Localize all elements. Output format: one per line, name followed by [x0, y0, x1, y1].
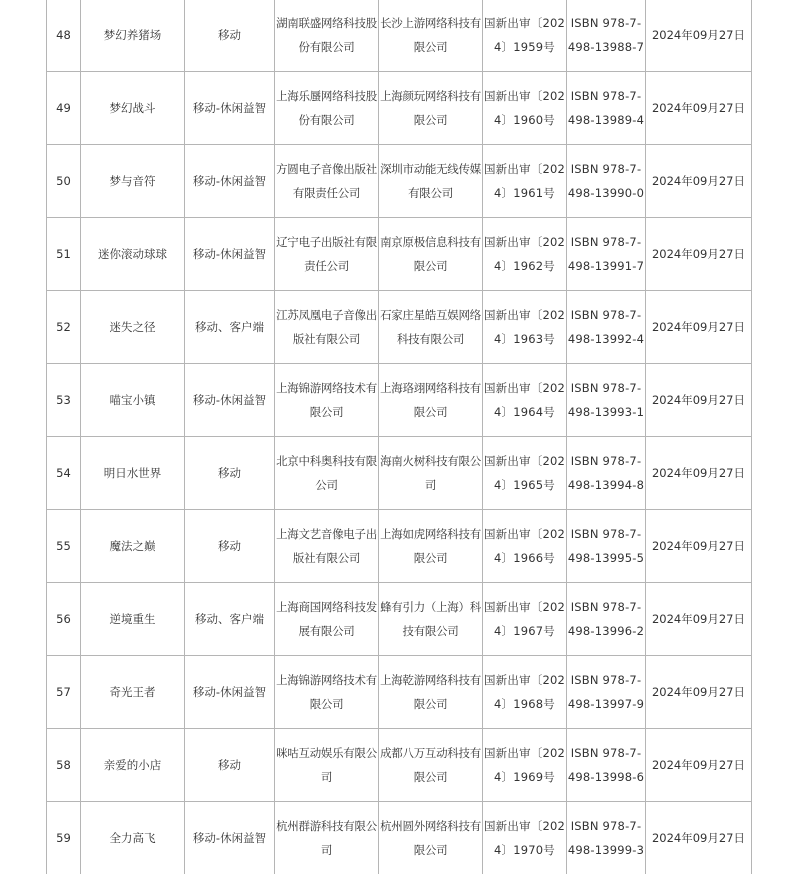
approval-date: 2024年09月27日 [646, 364, 752, 437]
game-category: 移动-休闲益智 [185, 802, 275, 874]
publisher: 杭州群游科技有限公司 [275, 802, 379, 874]
table-row [47, 583, 752, 656]
publisher: 上海锦游网络技术有限公司 [275, 656, 379, 729]
table-row [47, 218, 752, 291]
game-category: 移动-休闲益智 [185, 145, 275, 218]
table-row [47, 291, 752, 364]
table-row [47, 0, 752, 72]
table-row [47, 437, 752, 510]
row-number: 54 [47, 437, 81, 510]
publisher: 上海锦游网络技术有限公司 [275, 364, 379, 437]
approval-date: 2024年09月27日 [646, 291, 752, 364]
approval-number: 国新出审〔2024〕1964号 [483, 364, 567, 437]
game-name: 梦与音符 [81, 145, 185, 218]
isbn: ISBN 978-7-498-13991-7 [567, 218, 646, 291]
approval-number: 国新出审〔2024〕1970号 [483, 802, 567, 874]
operator: 石家庄星皓互娱网络科技有限公司 [379, 291, 483, 364]
operator: 长沙上游网络科技有限公司 [379, 0, 483, 72]
publisher: 北京中科奥科技有限公司 [275, 437, 379, 510]
approval-number: 国新出审〔2024〕1967号 [483, 583, 567, 656]
operator: 上海乾游网络科技有限公司 [379, 656, 483, 729]
approval-date: 2024年09月27日 [646, 656, 752, 729]
publisher: 上海乐蜃网络科技股份有限公司 [275, 72, 379, 145]
game-category: 移动-休闲益智 [185, 72, 275, 145]
table-row [47, 802, 752, 874]
isbn: ISBN 978-7-498-13993-1 [567, 364, 646, 437]
approval-date: 2024年09月27日 [646, 218, 752, 291]
game-name: 迷失之径 [81, 291, 185, 364]
row-number: 59 [47, 802, 81, 874]
isbn: ISBN 978-7-498-13996-2 [567, 583, 646, 656]
row-number: 52 [47, 291, 81, 364]
operator: 成都八万互动科技有限公司 [379, 729, 483, 802]
approval-number: 国新出审〔2024〕1961号 [483, 145, 567, 218]
approval-date: 2024年09月27日 [646, 0, 752, 72]
operator: 南京原极信息科技有限公司 [379, 218, 483, 291]
operator: 深圳市动能无线传媒有限公司 [379, 145, 483, 218]
publisher: 辽宁电子出版社有限责任公司 [275, 218, 379, 291]
row-number: 56 [47, 583, 81, 656]
approval-date: 2024年09月27日 [646, 145, 752, 218]
row-number: 51 [47, 218, 81, 291]
approval-date: 2024年09月27日 [646, 510, 752, 583]
isbn: ISBN 978-7-498-13992-4 [567, 291, 646, 364]
approval-number: 国新出审〔2024〕1959号 [483, 0, 567, 72]
game-category: 移动、客户端 [185, 583, 275, 656]
game-approval-table [46, 0, 752, 874]
approval-number: 国新出审〔2024〕1963号 [483, 291, 567, 364]
approval-date: 2024年09月27日 [646, 729, 752, 802]
game-category: 移动 [185, 729, 275, 802]
operator: 上海如虎网络科技有限公司 [379, 510, 483, 583]
operator: 上海珞翊网络科技有限公司 [379, 364, 483, 437]
publisher: 上海商国网络科技发展有限公司 [275, 583, 379, 656]
publisher: 湖南联盛网络科技股份有限公司 [275, 0, 379, 72]
row-number: 48 [47, 0, 81, 72]
row-number: 57 [47, 656, 81, 729]
table-row [47, 72, 752, 145]
isbn: ISBN 978-7-498-13995-5 [567, 510, 646, 583]
isbn: ISBN 978-7-498-13997-9 [567, 656, 646, 729]
approval-date: 2024年09月27日 [646, 583, 752, 656]
game-name: 魔法之巅 [81, 510, 185, 583]
game-name: 梦幻养猪场 [81, 0, 185, 72]
operator: 杭州圆外网络科技有限公司 [379, 802, 483, 874]
approval-number: 国新出审〔2024〕1962号 [483, 218, 567, 291]
game-category: 移动-休闲益智 [185, 364, 275, 437]
approval-date: 2024年09月27日 [646, 802, 752, 874]
isbn: ISBN 978-7-498-13994-8 [567, 437, 646, 510]
approval-number: 国新出审〔2024〕1966号 [483, 510, 567, 583]
game-category: 移动 [185, 0, 275, 72]
game-name: 梦幻战斗 [81, 72, 185, 145]
isbn: ISBN 978-7-498-13990-0 [567, 145, 646, 218]
approval-date: 2024年09月27日 [646, 437, 752, 510]
operator: 海南火树科技有限公司 [379, 437, 483, 510]
game-name: 全力高飞 [81, 802, 185, 874]
operator: 上海颜玩网络科技有限公司 [379, 72, 483, 145]
table-row [47, 364, 752, 437]
table-row [47, 510, 752, 583]
game-name: 迷你滚动球球 [81, 218, 185, 291]
publisher: 咪咕互动娱乐有限公司 [275, 729, 379, 802]
game-category: 移动-休闲益智 [185, 656, 275, 729]
game-name: 奇光王者 [81, 656, 185, 729]
game-category: 移动 [185, 437, 275, 510]
row-number: 50 [47, 145, 81, 218]
isbn: ISBN 978-7-498-13988-7 [567, 0, 646, 72]
game-name: 明日水世界 [81, 437, 185, 510]
game-category: 移动 [185, 510, 275, 583]
table-row [47, 145, 752, 218]
table-body [47, 0, 752, 874]
row-number: 49 [47, 72, 81, 145]
row-number: 53 [47, 364, 81, 437]
isbn: ISBN 978-7-498-13999-3 [567, 802, 646, 874]
row-number: 58 [47, 729, 81, 802]
approval-number: 国新出审〔2024〕1965号 [483, 437, 567, 510]
operator: 蜂有引力（上海）科技有限公司 [379, 583, 483, 656]
publisher: 江苏凤凰电子音像出版社有限公司 [275, 291, 379, 364]
approval-number: 国新出审〔2024〕1960号 [483, 72, 567, 145]
approval-number: 国新出审〔2024〕1968号 [483, 656, 567, 729]
table-row [47, 729, 752, 802]
publisher: 方圆电子音像出版社有限责任公司 [275, 145, 379, 218]
approval-date: 2024年09月27日 [646, 72, 752, 145]
isbn: ISBN 978-7-498-13998-6 [567, 729, 646, 802]
approval-number: 国新出审〔2024〕1969号 [483, 729, 567, 802]
game-category: 移动-休闲益智 [185, 218, 275, 291]
approval-list-table-container [46, 0, 752, 874]
isbn: ISBN 978-7-498-13989-4 [567, 72, 646, 145]
row-number: 55 [47, 510, 81, 583]
table-row [47, 656, 752, 729]
game-name: 亲爱的小店 [81, 729, 185, 802]
publisher: 上海文艺音像电子出版社有限公司 [275, 510, 379, 583]
game-name: 逆境重生 [81, 583, 185, 656]
game-category: 移动、客户端 [185, 291, 275, 364]
game-name: 喵宝小镇 [81, 364, 185, 437]
